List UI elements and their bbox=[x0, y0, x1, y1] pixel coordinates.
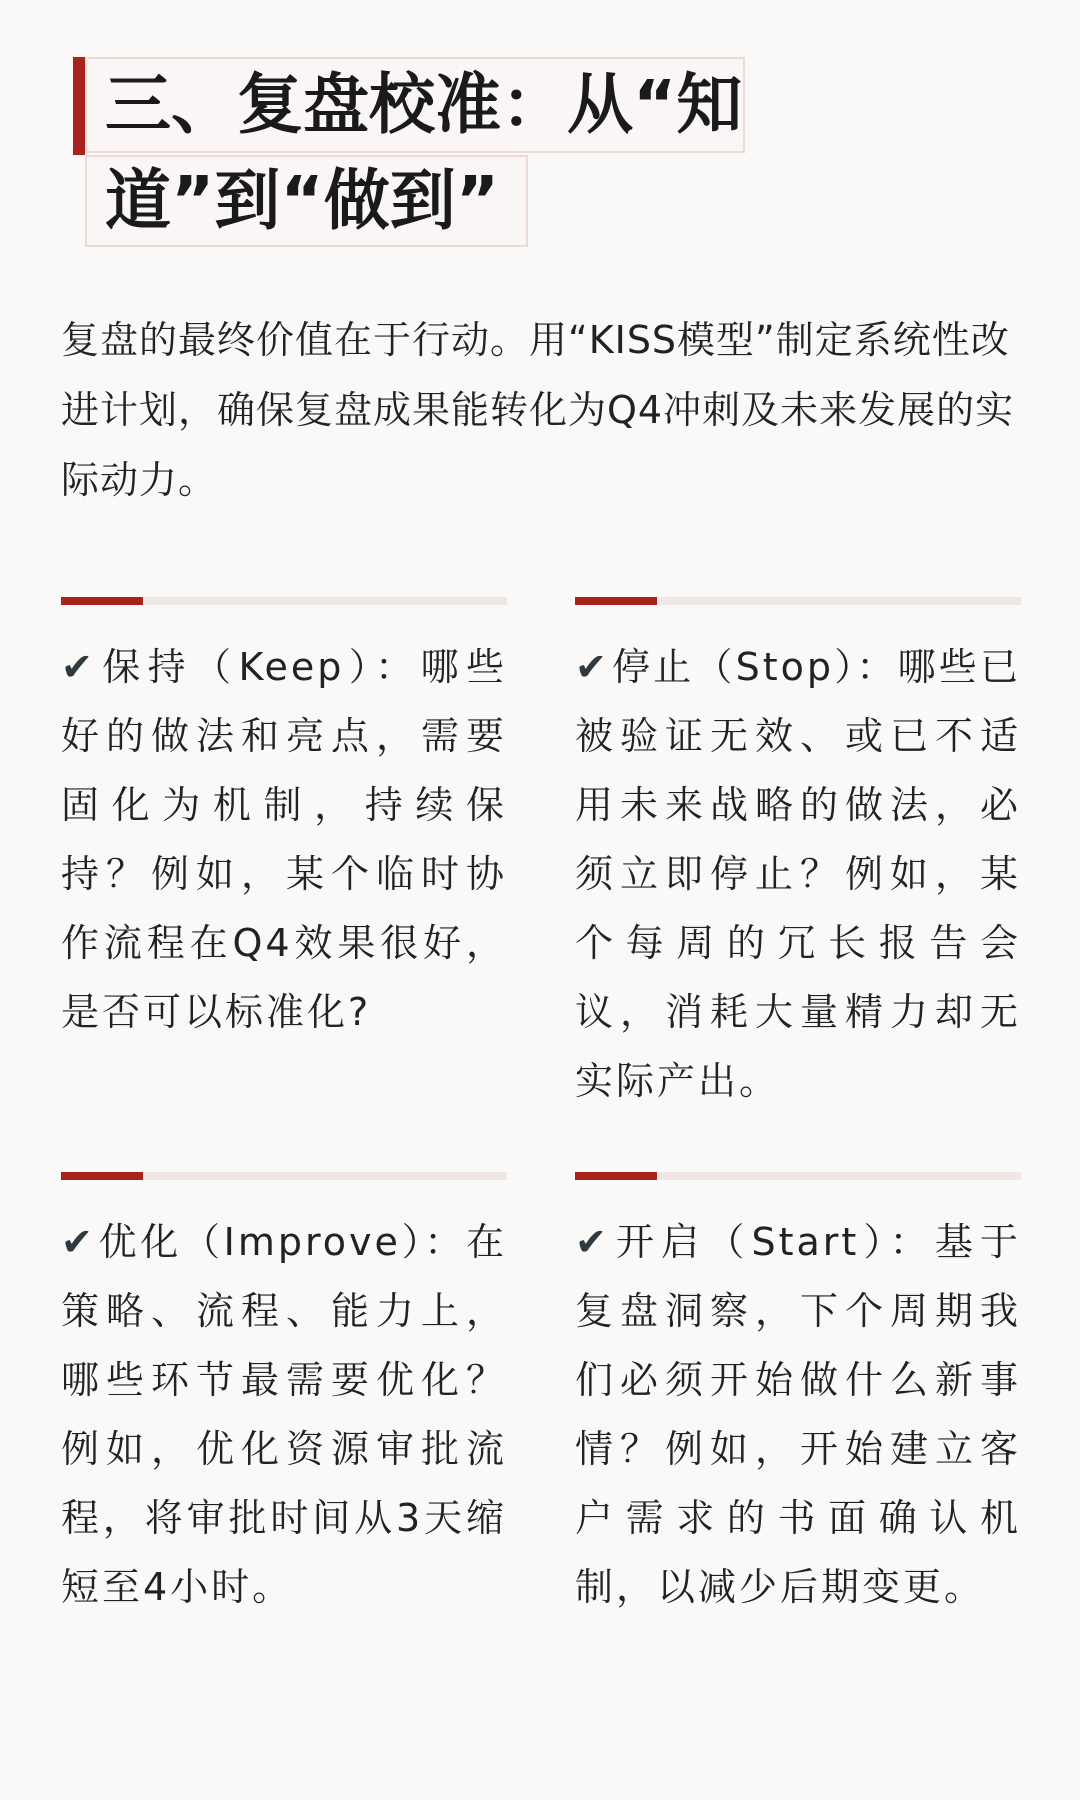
card-text bbox=[575, 1208, 1021, 1622]
card-body: 在策略、流程、能力上，哪些环节最需要优化？例如，优化资源审批流程，将审批时间从3天缩短至4小时。 bbox=[61, 1220, 507, 1609]
card-divider bbox=[575, 1172, 1021, 1180]
card-start bbox=[575, 1172, 1021, 1622]
card-title: 优化（Improve）： bbox=[97, 1220, 466, 1264]
card-divider-accent bbox=[575, 1172, 657, 1180]
heading-line-1: 三、复盘校准：从“知 bbox=[85, 57, 745, 153]
checkmark-icon: ✔ bbox=[575, 1220, 610, 1264]
heading-line-2: 道”到“做到” bbox=[85, 155, 528, 247]
card-divider-accent bbox=[575, 597, 657, 605]
card-body: 基于复盘洞察，下个周期我们必须开始做什么新事情？例如，开始建立客户需求的书面确认机制，以减少后期变更。 bbox=[575, 1220, 1021, 1609]
card-improve bbox=[61, 1172, 507, 1622]
card-text bbox=[61, 1208, 507, 1622]
card-body: 哪些好的做法和亮点，需要固化为机制，持续保持？例如，某个临时协作流程在Q4效果很好，是否可以标准化? bbox=[61, 645, 507, 1034]
intro-paragraph: 复盘的最终价值在于行动。用“KISS模型”制定系统性改进计划，确保复盘成果能转化为Q4冲刺及未来发展的实际动力。 bbox=[61, 318, 1015, 502]
card-divider bbox=[61, 597, 507, 605]
card-divider-accent bbox=[61, 597, 143, 605]
checkmark-icon: ✔ bbox=[61, 645, 96, 689]
card-divider bbox=[61, 1172, 507, 1180]
section-heading bbox=[73, 57, 753, 257]
checkmark-icon: ✔ bbox=[575, 645, 610, 689]
card-divider bbox=[575, 597, 1021, 605]
card-divider-accent bbox=[61, 1172, 143, 1180]
card-keep bbox=[61, 597, 507, 1047]
card-body: 哪些已被验证无效、或已不适用未来战略的做法，必须立即停止？例如，某个每周的冗长报告会议，消耗大量精力却无实际产出。 bbox=[575, 645, 1021, 1103]
card-stop bbox=[575, 597, 1021, 1116]
checkmark-icon: ✔ bbox=[61, 1220, 96, 1264]
card-text bbox=[61, 633, 507, 1047]
heading-accent-bar bbox=[73, 57, 85, 155]
card-title: 开启（Start）： bbox=[611, 1220, 935, 1264]
card-text bbox=[575, 633, 1021, 1116]
card-title: 保持（Keep）： bbox=[97, 645, 421, 689]
card-title: 停止（Stop）： bbox=[611, 645, 898, 689]
